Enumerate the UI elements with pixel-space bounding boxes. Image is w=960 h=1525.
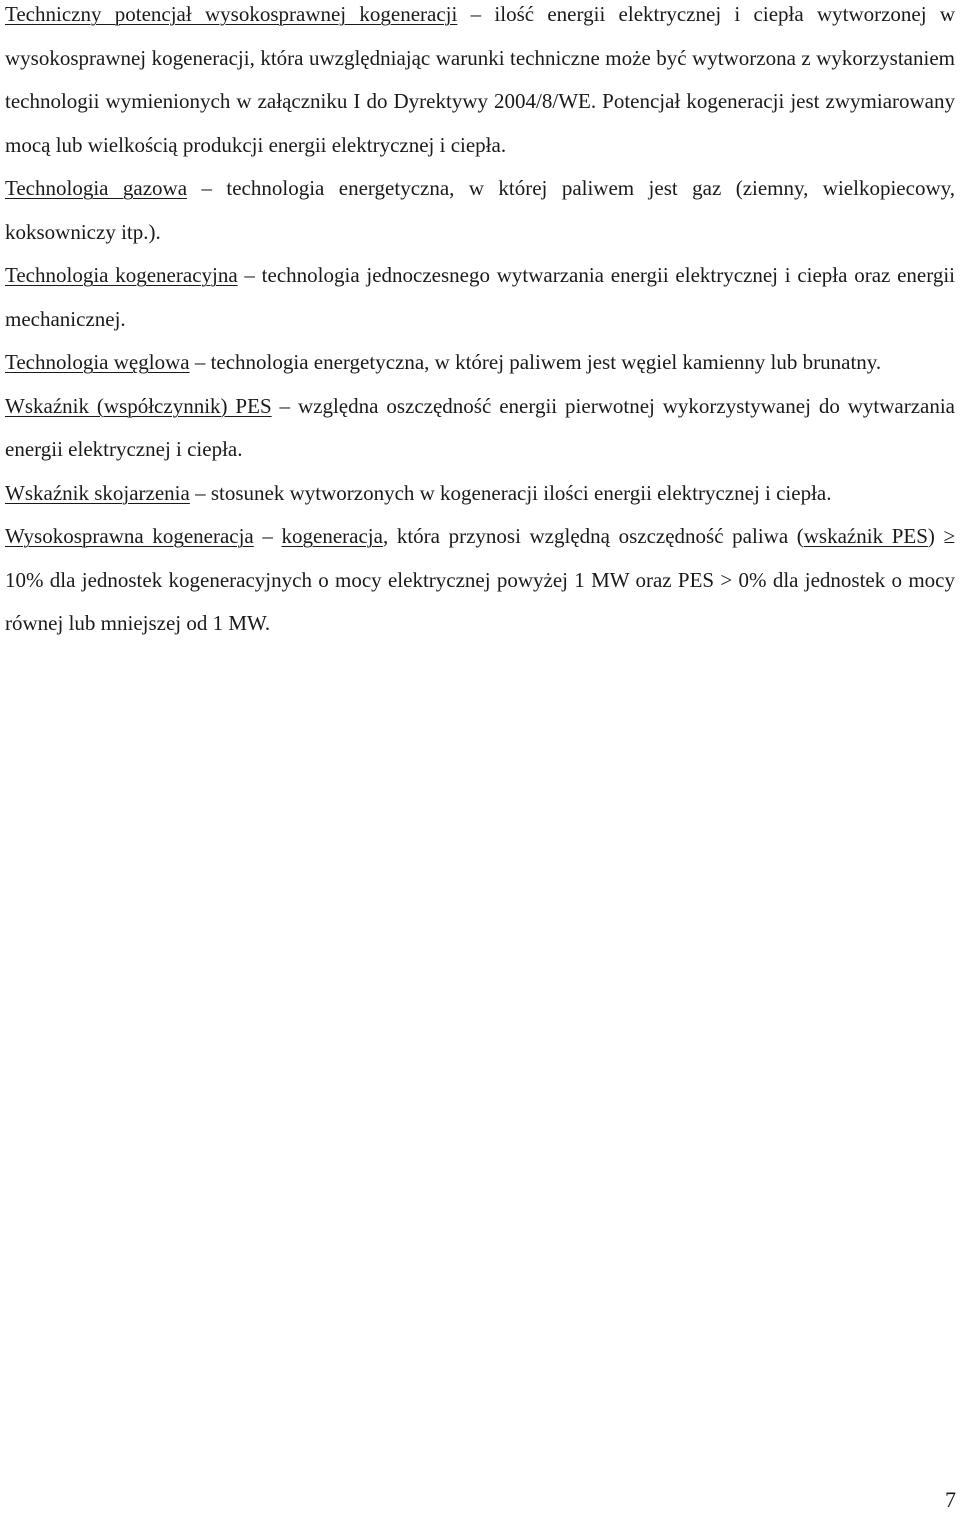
definition-high-efficiency-cogeneration bbox=[5, 515, 955, 646]
dash: – bbox=[279, 393, 291, 418]
cross-reference-pes-index: wskaźnik PES bbox=[803, 524, 928, 548]
definition-text: stosunek wytworzonych w kogeneracji ilości energii elektrycznej i ciepła. bbox=[210, 480, 832, 505]
dash: – bbox=[244, 263, 255, 287]
dash: – bbox=[201, 176, 212, 200]
definition-pes-index bbox=[5, 385, 955, 472]
dash: – bbox=[194, 350, 206, 374]
definition-coal-technology bbox=[5, 341, 955, 385]
definition-text: technologia energetyczna, w której paliwem jest gaz (ziemny, wielkopiecowy, koksowniczy itp.). bbox=[5, 176, 955, 244]
term: Wskaźnik skojarzenia bbox=[5, 480, 190, 505]
term: Technologia węglowa bbox=[5, 350, 190, 374]
term: Wysokosprawna kogeneracja bbox=[5, 524, 254, 548]
cross-reference-cogeneration: kogeneracja bbox=[281, 524, 383, 548]
definition-text-continued: ) ≥ 10% dla jednostek kogeneracyjnych o mocy elektrycznej powyżej 1 MW oraz PES > 0% dla jednostek o mocy równej lub mniejszej od 1 MW. bbox=[5, 524, 956, 635]
definition-text: technologia jednoczesnego wytwarzania energii elektrycznej i ciepła oraz energii mechanicznej. bbox=[5, 263, 956, 331]
dash: – bbox=[470, 2, 482, 26]
term: Techniczny potencjał wysokosprawnej kogeneracji bbox=[5, 2, 458, 26]
definition-text: , która przynosi względną oszczędność paliwa ( bbox=[382, 524, 804, 548]
definition-text: technologia energetyczna, w której paliwem jest węgiel kamienny lub brunatny. bbox=[210, 350, 882, 374]
dash: – bbox=[262, 524, 273, 548]
definition-text: ilość energii elektrycznej i ciepła wytworzonej w wysokosprawnej kogeneracji, która uwzględniając warunki techniczne może być wytworzona z wykorzystaniem technologii wymienionych w załączniku I do Dyrektywy 2004/8/WE. Potencjał kogeneracji jest zwymiarowany mocą lub wielkością produkcji energii elektrycznej i ciepła. bbox=[5, 2, 956, 157]
definition-gas-technology bbox=[5, 167, 955, 254]
page-number: 7 bbox=[945, 1487, 956, 1512]
definition-coupling-index bbox=[5, 472, 955, 516]
definition-text: względna oszczędność energii pierwotnej wykorzystywanej do wytwarzania energii elektrycznej i ciepła. bbox=[5, 393, 956, 461]
definition-cogeneration-technology bbox=[5, 254, 955, 341]
term: Technologia kogeneracyjna bbox=[5, 263, 238, 287]
document-body bbox=[5, 0, 955, 646]
term: Technologia gazowa bbox=[5, 176, 188, 200]
definition-technical-potential bbox=[5, 0, 955, 167]
term: Wskaźnik (współczynnik) PES bbox=[5, 393, 272, 418]
dash: – bbox=[195, 480, 206, 505]
